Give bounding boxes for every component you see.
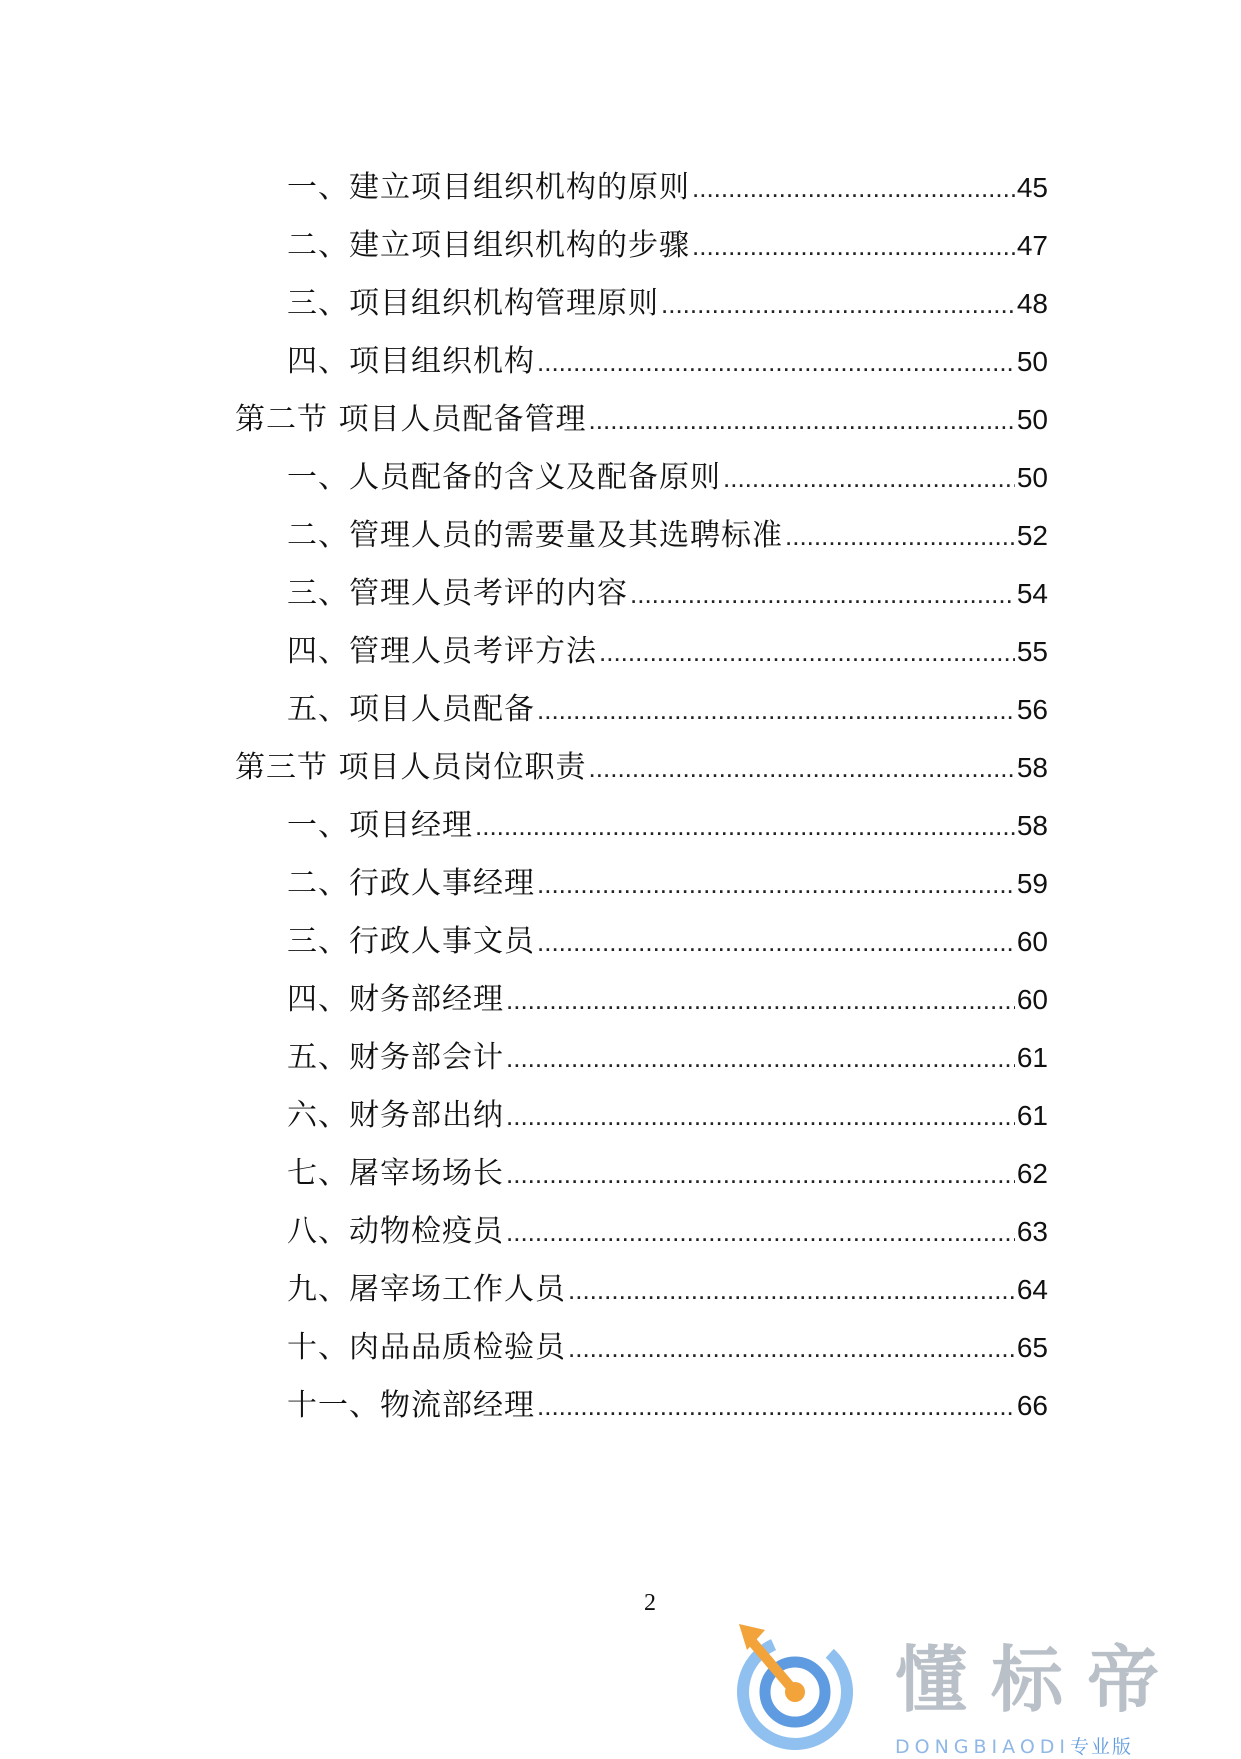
toc-entry-page: 61 <box>1016 1042 1048 1073</box>
toc-entry-title: 十一、物流部经理 <box>287 1388 535 1423</box>
toc-section-title: 第三节 项目人员岗位职责 <box>235 750 587 785</box>
toc-entry-title: 六、财务部出纳 <box>287 1098 504 1133</box>
toc-entry-page: 62 <box>1016 1158 1048 1189</box>
toc-entry-page: 50 <box>1016 346 1048 377</box>
dot-leader <box>506 1212 1015 1252</box>
toc-entry-page: 65 <box>1016 1332 1048 1363</box>
toc-entry-page: 54 <box>1016 578 1048 609</box>
toc-entry[interactable] <box>287 1096 1048 1136</box>
dot-leader <box>506 1096 1015 1136</box>
toc-entry[interactable] <box>287 864 1048 904</box>
dot-leader <box>568 1270 1015 1310</box>
toc-entry-page: 66 <box>1016 1390 1048 1421</box>
watermark-title: 懂标帝 <box>895 1638 1184 1722</box>
toc-entry-page: 50 <box>1016 404 1048 435</box>
toc-entry-title: 八、动物检疫员 <box>287 1214 504 1249</box>
dot-leader <box>692 168 1015 208</box>
toc-entry[interactable] <box>287 1154 1048 1194</box>
dot-leader <box>537 342 1015 382</box>
toc-entry-page: 60 <box>1016 984 1048 1015</box>
dot-leader <box>661 284 1015 324</box>
dot-leader <box>692 226 1015 266</box>
toc-entry-page: 52 <box>1016 520 1048 551</box>
toc-entry[interactable] <box>287 1038 1048 1078</box>
toc-entry-title: 一、建立项目组织机构的原则 <box>287 170 690 205</box>
dot-leader <box>785 516 1015 556</box>
toc-entry-title: 四、财务部经理 <box>287 982 504 1017</box>
dot-leader <box>506 980 1015 1020</box>
toc-entry-page: 58 <box>1016 810 1048 841</box>
toc-entry-page: 58 <box>1016 752 1048 783</box>
toc-entry[interactable] <box>287 574 1048 614</box>
toc-entry[interactable] <box>287 284 1048 324</box>
dot-leader <box>475 806 1015 846</box>
toc-entry-title: 五、项目人员配备 <box>287 692 535 727</box>
toc-entry[interactable] <box>287 1328 1048 1368</box>
toc-entry-title: 二、建立项目组织机构的步骤 <box>287 228 690 263</box>
watermark-subtitle <box>895 1732 1133 1759</box>
dot-leader <box>589 400 1015 440</box>
toc-entry-title: 一、人员配备的含义及配备原则 <box>287 460 721 495</box>
dot-leader <box>599 632 1015 672</box>
dot-leader <box>568 1328 1015 1368</box>
toc-entry-page: 60 <box>1016 926 1048 957</box>
dot-leader <box>506 1154 1015 1194</box>
toc-entry-page: 56 <box>1016 694 1048 725</box>
dot-leader <box>537 690 1015 730</box>
toc-entry[interactable] <box>287 922 1048 962</box>
toc-section-title: 第二节 项目人员配备管理 <box>235 402 587 437</box>
toc-entry-page: 47 <box>1016 230 1048 261</box>
toc-entry-title: 二、管理人员的需要量及其选聘标准 <box>287 518 783 553</box>
toc-entry[interactable] <box>287 1386 1048 1426</box>
toc-entry-page: 55 <box>1016 636 1048 667</box>
dot-leader <box>537 1386 1015 1426</box>
toc-entry-page: 50 <box>1016 462 1048 493</box>
toc-entry-title: 一、项目经理 <box>287 808 473 843</box>
toc-entry[interactable] <box>287 690 1048 730</box>
dot-leader <box>630 574 1015 614</box>
toc-entry-title: 十、肉品品质检验员 <box>287 1330 566 1365</box>
toc-entry-title: 三、行政人事文员 <box>287 924 535 959</box>
toc-entry-page: 48 <box>1016 288 1048 319</box>
toc-entry[interactable] <box>287 458 1048 498</box>
toc-entry[interactable] <box>287 632 1048 672</box>
toc-entry-title: 四、项目组织机构 <box>287 344 535 379</box>
watermark <box>735 1620 1235 1758</box>
toc-section-entry[interactable] <box>235 748 1048 788</box>
toc-entry-title: 三、项目组织机构管理原则 <box>287 286 659 321</box>
toc-entry[interactable] <box>287 806 1048 846</box>
toc-entry-page: 63 <box>1016 1216 1048 1247</box>
toc-section-entry[interactable] <box>235 400 1048 440</box>
toc-entry-title: 五、财务部会计 <box>287 1040 504 1075</box>
page-number: 2 <box>644 1590 656 1616</box>
dot-leader <box>506 1038 1015 1078</box>
toc-entry[interactable] <box>287 226 1048 266</box>
toc-entry[interactable] <box>287 1270 1048 1310</box>
toc-entry-page: 64 <box>1016 1274 1048 1305</box>
toc-entry[interactable] <box>287 168 1048 208</box>
toc-entry-page: 61 <box>1016 1100 1048 1131</box>
toc-entry-title: 三、管理人员考评的内容 <box>287 576 628 611</box>
toc-entry[interactable] <box>287 516 1048 556</box>
dot-leader <box>589 748 1015 788</box>
watermark-edition: 专业版 <box>1070 1736 1134 1758</box>
dot-leader <box>537 922 1015 962</box>
watermark-pinyin: DONGBIAODI <box>895 1736 1071 1758</box>
toc-entry-page: 45 <box>1016 172 1048 203</box>
target-arrow-icon <box>735 1620 865 1754</box>
toc-entry-title: 九、屠宰场工作人员 <box>287 1272 566 1307</box>
dot-leader <box>537 864 1015 904</box>
toc-entry[interactable] <box>287 342 1048 382</box>
toc-entry-title: 四、管理人员考评方法 <box>287 634 597 669</box>
toc-entry[interactable] <box>287 980 1048 1020</box>
toc-entry-title: 二、行政人事经理 <box>287 866 535 901</box>
toc-entry[interactable] <box>287 1212 1048 1252</box>
toc-entry-title: 七、屠宰场场长 <box>287 1156 504 1191</box>
toc-entry-page: 59 <box>1016 868 1048 899</box>
dot-leader <box>723 458 1015 498</box>
